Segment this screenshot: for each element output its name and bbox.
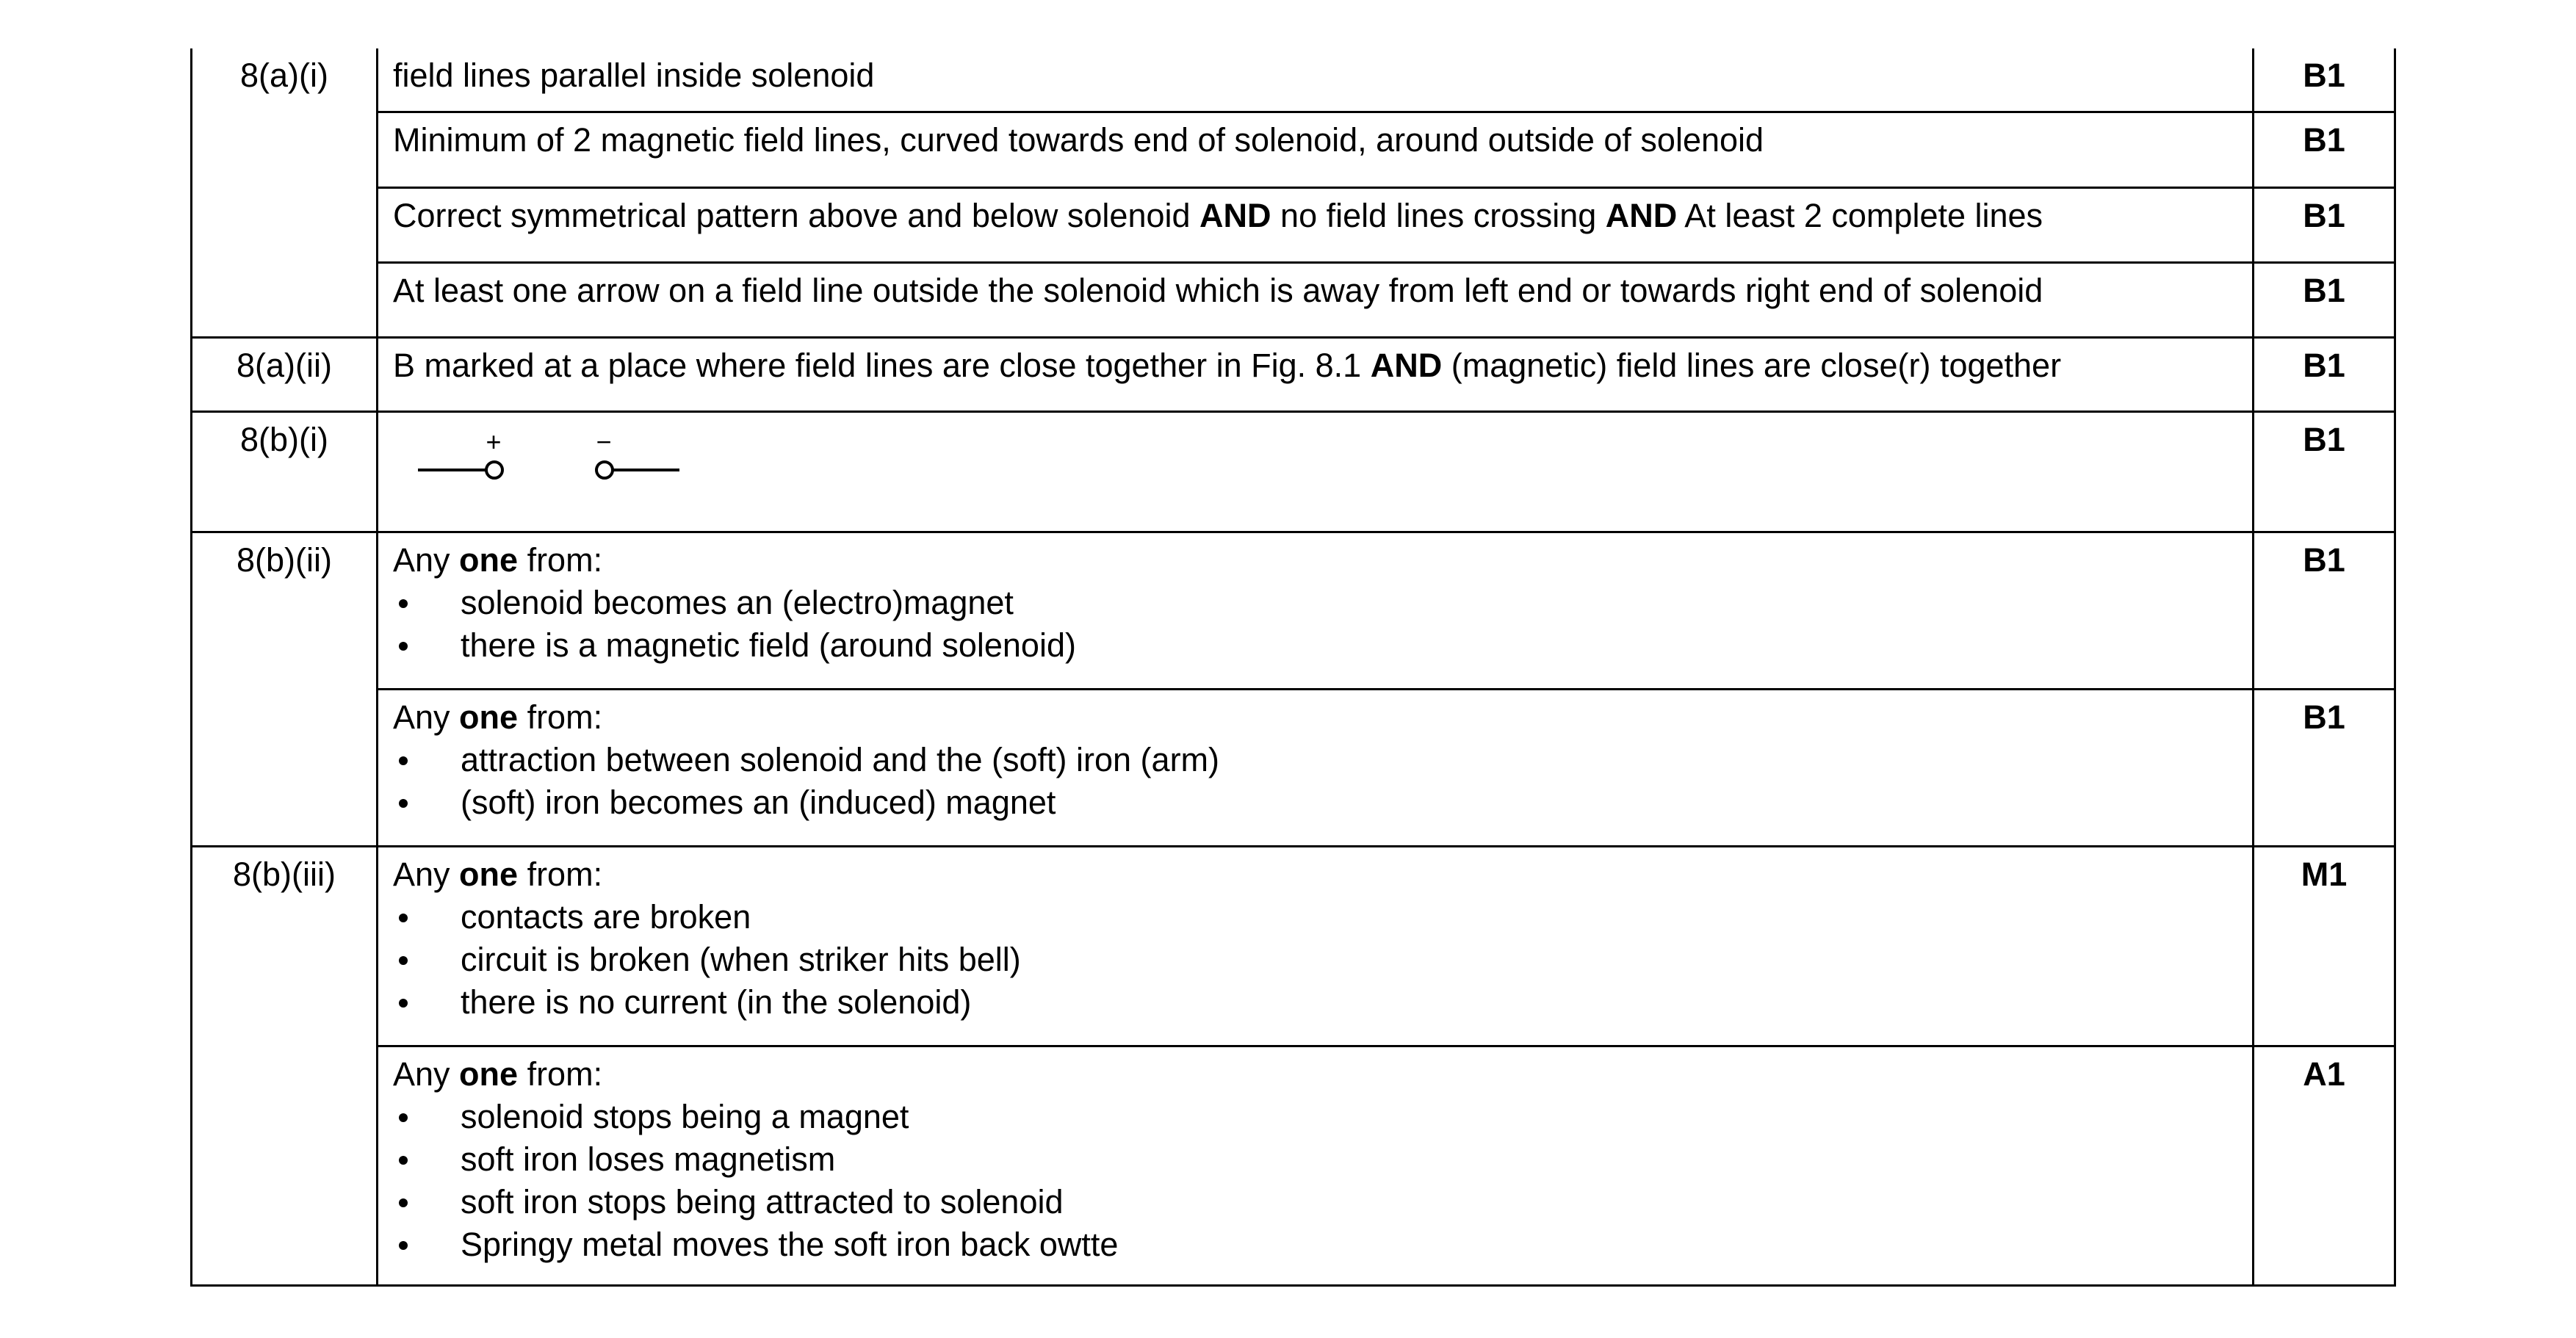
table-row [192, 48, 2395, 112]
answer-cell [378, 689, 2254, 846]
emphasis-and: AND [1605, 196, 1678, 234]
mark-cell: M1 [2254, 846, 2395, 1046]
answer-cell [378, 1046, 2254, 1285]
list-item: solenoid stops being a magnet [393, 1096, 2237, 1138]
answer-cell [378, 262, 2254, 337]
list-item: attraction between solenoid and the (soft) iron (arm) [393, 739, 2237, 781]
question-number: 8(a)(ii) [192, 337, 378, 411]
list-item: solenoid becomes an (electro)magnet [393, 582, 2237, 624]
table-row [192, 1046, 2395, 1285]
emphasis-and: AND [1370, 346, 1443, 384]
mark-cell: B1 [2254, 187, 2395, 262]
mark-scheme-table [190, 48, 2396, 1287]
table-row [192, 262, 2395, 337]
lead-text: from: [518, 698, 603, 736]
table-row [192, 411, 2395, 532]
list-item: there is a magnetic field (around solenoid) [393, 624, 2237, 667]
negative-terminal-label: − [596, 426, 612, 457]
lead-emphasis: one [459, 698, 519, 736]
question-number: 8(a)(i) [192, 48, 378, 337]
list-item: contacts are broken [393, 896, 2237, 939]
mark-cell: B1 [2254, 411, 2395, 532]
answer-text: At least one arrow on a field line outside the solenoid which is away from left end or towards right end of solenoid [393, 271, 2043, 309]
lead-emphasis: one [459, 1055, 519, 1093]
table-row [192, 337, 2395, 411]
list-item: soft iron loses magnetism [393, 1138, 2237, 1181]
positive-terminal-label: + [486, 426, 502, 457]
lead-text: from: [518, 540, 603, 579]
answer-text: At least 2 complete lines [1677, 196, 2043, 234]
table-row [192, 689, 2395, 846]
answer-cell [378, 532, 2254, 689]
question-number: 8(b)(ii) [192, 532, 378, 846]
lead-text: from: [518, 855, 603, 893]
answer-text: B marked at a place where field lines are close together in Fig. 8.1 [393, 346, 1371, 384]
question-number: 8(b)(iii) [192, 846, 378, 1285]
answer-cell [378, 846, 2254, 1046]
mark-cell: B1 [2254, 532, 2395, 689]
table-row [192, 112, 2395, 187]
answer-lead [393, 853, 2237, 896]
lead-text: Any [393, 540, 460, 579]
lead-text: Any [393, 855, 460, 893]
lead-text: from: [518, 1055, 603, 1093]
mark-cell: B1 [2254, 689, 2395, 846]
question-number: 8(b)(i) [192, 411, 378, 532]
lead-text: Any [393, 698, 460, 736]
answer-cell [378, 187, 2254, 262]
answer-lead [393, 696, 2237, 739]
table-row [192, 846, 2395, 1046]
list-item: soft iron stops being attracted to solenoid [393, 1181, 2237, 1223]
list-item: there is no current (in the solenoid) [393, 981, 2237, 1024]
answer-text: field lines parallel inside solenoid [393, 57, 875, 94]
answer-text: Correct symmetrical pattern above and below solenoid [393, 196, 1200, 234]
answer-lead [393, 1053, 2237, 1096]
table-row [192, 532, 2395, 689]
answer-text: no field lines crossing [1271, 196, 1606, 234]
answer-cell [378, 112, 2254, 187]
list-item: Springy metal moves the soft iron back owtte [393, 1223, 2237, 1266]
mark-cell: B1 [2254, 112, 2395, 187]
table-row [192, 187, 2395, 262]
lead-emphasis: one [459, 855, 519, 893]
answer-cell [378, 411, 2254, 532]
answer-text: Minimum of 2 magnetic field lines, curved towards end of solenoid, around outside of solenoid [393, 120, 1764, 159]
positive-terminal-icon [486, 462, 502, 478]
answer-text: (magnetic) field lines are close(r) together [1442, 346, 2062, 384]
lead-emphasis: one [459, 540, 519, 579]
answer-cell [378, 48, 2254, 112]
emphasis-and: AND [1199, 196, 1271, 234]
answer-lead [393, 539, 2237, 582]
mark-cell: B1 [2254, 337, 2395, 411]
list-item: (soft) iron becomes an (induced) magnet [393, 781, 2237, 824]
negative-terminal-icon [596, 462, 613, 478]
lead-text: Any [393, 1055, 460, 1093]
terminal-symbols-diagram [393, 419, 701, 499]
mark-cell: B1 [2254, 48, 2395, 112]
answer-cell [378, 337, 2254, 411]
mark-cell: B1 [2254, 262, 2395, 337]
mark-cell: A1 [2254, 1046, 2395, 1285]
list-item: circuit is broken (when striker hits bell) [393, 939, 2237, 981]
